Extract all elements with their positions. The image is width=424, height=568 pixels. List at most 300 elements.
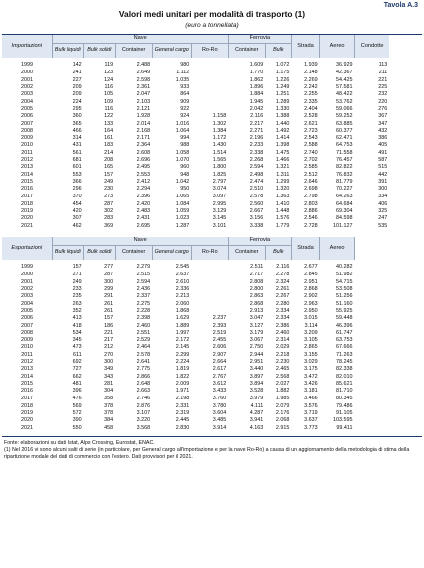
- value-cell: 1.058: [152, 150, 191, 157]
- value-cell: 2.404: [291, 106, 319, 113]
- value-cell: 59.448: [320, 315, 355, 322]
- value-cell: 227: [52, 77, 84, 84]
- value-cell: 1.565: [191, 157, 228, 164]
- value-cell: 1.889: [152, 323, 191, 330]
- value-cell: 569: [52, 403, 84, 410]
- value-cell: 3.914: [191, 425, 228, 432]
- value-cell: 233: [52, 286, 84, 293]
- value-cell: 2.488: [115, 58, 152, 70]
- value-cell: 1.440: [265, 121, 291, 128]
- value-cell: 2.176: [265, 410, 291, 417]
- value-cell: 1.287: [152, 223, 191, 230]
- value-cell: 360: [52, 113, 84, 120]
- value-cell: 370: [52, 194, 84, 201]
- value-cell: 1.112: [152, 70, 191, 77]
- value-cell: 64.263: [320, 194, 355, 201]
- value-cell: 2.280: [265, 301, 291, 308]
- value-cell: 2.278: [265, 272, 291, 279]
- value-cell: 42.367: [320, 70, 355, 77]
- year-cell: 2021: [2, 223, 52, 230]
- value-cell: 1.492: [265, 128, 291, 135]
- value-cell: 314: [52, 135, 84, 142]
- value-cell: 2.386: [265, 323, 291, 330]
- value-cell: 46.396: [320, 323, 355, 330]
- value-cell: 2.868: [291, 286, 319, 293]
- value-cell: 2.121: [115, 106, 152, 113]
- value-cell: 2.172: [152, 337, 191, 344]
- value-cell: 2.047: [115, 91, 152, 98]
- value-cell: 2.465: [265, 366, 291, 373]
- value-cell: [389, 208, 422, 215]
- value-cell: 1.896: [228, 84, 265, 91]
- value-cell: [389, 279, 422, 286]
- year-cell: 2016: [2, 388, 52, 395]
- value-cell: 271: [52, 272, 84, 279]
- value-cell: 2.338: [228, 150, 265, 157]
- value-cell: 1.084: [152, 201, 191, 208]
- value-cell: 304: [84, 388, 116, 395]
- value-cell: [389, 315, 422, 322]
- value-cell: 71.558: [320, 150, 355, 157]
- value-cell: 2.334: [265, 315, 291, 322]
- year-cell: 2018: [2, 201, 52, 208]
- col-header-ferrovia-container: Container: [228, 246, 265, 261]
- value-cell: 2.617: [191, 366, 228, 373]
- table-row: [2, 58, 422, 70]
- value-cell: 2.553: [115, 172, 152, 179]
- value-cell: [354, 308, 389, 315]
- value-cell: 3.637: [291, 417, 319, 424]
- value-cell: [389, 91, 422, 98]
- value-cell: [389, 113, 422, 120]
- value-cell: [389, 142, 422, 149]
- value-cell: [354, 344, 389, 351]
- value-cell: 2.608: [115, 150, 152, 157]
- value-cell: 3.074: [191, 186, 228, 193]
- value-cell: 2.750: [228, 344, 265, 351]
- value-cell: 553: [52, 172, 84, 179]
- value-cell: [354, 315, 389, 322]
- year-cell: 2018: [2, 403, 52, 410]
- value-cell: [389, 323, 422, 330]
- value-cell: [191, 99, 228, 106]
- value-cell: 64.753: [320, 142, 355, 149]
- value-cell: [389, 301, 422, 308]
- value-cell: 261: [84, 301, 116, 308]
- value-cell: 2.334: [265, 308, 291, 315]
- col-header-ferrovia-bulk: Bulk: [265, 44, 291, 59]
- value-cell: 287: [84, 201, 116, 208]
- table-row: [2, 84, 422, 91]
- group-header-ferrovia: Ferrovia: [228, 237, 291, 246]
- value-cell: [389, 157, 422, 164]
- value-cell: 2.267: [265, 293, 291, 300]
- value-cell: 249: [84, 179, 116, 186]
- value-cell: 3.029: [291, 359, 319, 366]
- value-cell: [191, 58, 228, 70]
- table-row: [2, 260, 422, 272]
- table-row: [2, 344, 422, 351]
- table-row: [2, 223, 422, 230]
- exports-table: [2, 237, 422, 432]
- value-cell: 2.393: [191, 323, 228, 330]
- value-cell: 2.168: [115, 128, 152, 135]
- value-cell: 2.228: [115, 308, 152, 315]
- value-cell: 277: [84, 260, 116, 272]
- value-cell: 491: [354, 150, 389, 157]
- group-header-ferrovia: Ferrovia: [228, 35, 291, 44]
- value-cell: 212: [84, 344, 116, 351]
- value-cell: 281: [84, 381, 116, 388]
- value-cell: 70.227: [320, 186, 355, 193]
- value-cell: 2.042: [228, 106, 265, 113]
- value-cell: 1.320: [265, 186, 291, 193]
- value-cell: 2.237: [191, 315, 228, 322]
- value-cell: [354, 366, 389, 373]
- value-cell: 343: [84, 374, 116, 381]
- value-cell: 300: [84, 359, 116, 366]
- value-cell: 2.224: [152, 359, 191, 366]
- exports-empty-corner: [354, 237, 389, 260]
- value-cell: 2.483: [115, 208, 152, 215]
- value-cell: [389, 260, 422, 272]
- value-cell: 1.779: [265, 223, 291, 230]
- value-cell: 124: [84, 77, 116, 84]
- value-cell: 3.129: [191, 208, 228, 215]
- value-cell: 51.256: [320, 293, 355, 300]
- value-cell: 2.511: [228, 260, 265, 272]
- value-cell: 466: [52, 128, 84, 135]
- value-cell: 1.042: [152, 179, 191, 186]
- value-cell: 2.845: [291, 272, 319, 279]
- value-cell: 2.009: [152, 381, 191, 388]
- value-cell: 186: [84, 323, 116, 330]
- value-cell: 1.882: [265, 388, 291, 395]
- value-cell: 2.515: [115, 272, 152, 279]
- value-cell: 2.560: [228, 201, 265, 208]
- value-cell: 481: [52, 381, 84, 388]
- notes-block: [4, 440, 420, 461]
- value-cell: 476: [52, 396, 84, 403]
- value-cell: 1.466: [265, 157, 291, 164]
- value-cell: [354, 330, 389, 337]
- value-cell: [389, 286, 422, 293]
- value-cell: 2.585: [291, 164, 319, 171]
- value-cell: 220: [354, 99, 389, 106]
- value-cell: 3.897: [228, 374, 265, 381]
- value-cell: [191, 106, 228, 113]
- value-cell: [389, 417, 422, 424]
- value-cell: 2.723: [291, 128, 319, 135]
- value-cell: 349: [84, 366, 116, 373]
- col-header-bulk-solidi: Bulk solidi: [84, 44, 116, 59]
- value-cell: 561: [52, 150, 84, 157]
- value-cell: 2.242: [291, 84, 319, 91]
- value-cell: 2.337: [115, 293, 152, 300]
- value-cell: 2.868: [228, 301, 265, 308]
- value-cell: 3.156: [228, 215, 265, 222]
- value-cell: 2.217: [228, 121, 265, 128]
- value-cell: [191, 77, 228, 84]
- value-cell: 1.330: [265, 106, 291, 113]
- value-cell: 2.324: [265, 279, 291, 286]
- value-cell: 391: [354, 179, 389, 186]
- value-cell: [389, 330, 422, 337]
- value-cell: 2.361: [115, 84, 152, 91]
- value-cell: [191, 91, 228, 98]
- value-cell: 2.431: [115, 215, 152, 222]
- value-cell: 1.363: [265, 194, 291, 201]
- table-row: [2, 323, 422, 330]
- value-cell: [389, 186, 422, 193]
- value-cell: 2.498: [228, 172, 265, 179]
- value-cell: 2.667: [228, 208, 265, 215]
- value-cell: 473: [52, 344, 84, 351]
- value-cell: 431: [52, 142, 84, 149]
- table-row: [2, 150, 422, 157]
- value-cell: 80.345: [320, 396, 355, 403]
- value-cell: 1.311: [265, 172, 291, 179]
- table-bottom-rule: [2, 436, 422, 437]
- value-cell: [389, 293, 422, 300]
- group-header-nave: Nave: [52, 35, 228, 44]
- table-row: [2, 417, 422, 424]
- value-cell: 1.072: [265, 58, 291, 70]
- value-cell: [389, 223, 422, 230]
- value-cell: 2.336: [152, 286, 191, 293]
- value-cell: 3.433: [191, 388, 228, 395]
- table-row: [2, 201, 422, 208]
- value-cell: [389, 58, 422, 70]
- value-cell: 2.103: [115, 99, 152, 106]
- value-cell: 2.218: [265, 352, 291, 359]
- value-cell: 692: [52, 359, 84, 366]
- value-cell: 535: [354, 223, 389, 230]
- value-cell: 1.398: [265, 142, 291, 149]
- value-cell: 59.066: [320, 106, 355, 113]
- value-cell: 67.666: [320, 344, 355, 351]
- value-cell: 420: [52, 208, 84, 215]
- table-row: [2, 70, 422, 77]
- exports-group-header-row: [2, 237, 422, 246]
- value-cell: 1.064: [152, 128, 191, 135]
- value-cell: 221: [84, 330, 116, 337]
- value-cell: [191, 293, 228, 300]
- year-cell: 2003: [2, 293, 52, 300]
- value-cell: 48.422: [320, 91, 355, 98]
- value-cell: 2.331: [152, 403, 191, 410]
- year-cell: 2005: [2, 308, 52, 315]
- value-cell: 235: [52, 293, 84, 300]
- year-cell: 2007: [2, 121, 52, 128]
- value-cell: 287: [84, 272, 116, 279]
- value-cell: 2.213: [152, 293, 191, 300]
- value-cell: 71.263: [320, 352, 355, 359]
- footnote-1: (1) Nel 2016 vi sono alcuni salti di serie (in particolare, per General cargo all'importazione e per la nave Ro-Ro) a causa di un aggiornamento della metodologia di stima della ripartizione modale del dati di commercio con l'estero. Dati provvisori per il 2021.: [4, 447, 410, 461]
- value-cell: [354, 396, 389, 403]
- value-cell: 442: [354, 172, 389, 179]
- value-cell: 534: [52, 330, 84, 337]
- value-cell: 2.412: [115, 179, 152, 186]
- year-cell: 2019: [2, 410, 52, 417]
- value-cell: 54.425: [320, 77, 355, 84]
- value-cell: 1.388: [265, 113, 291, 120]
- value-cell: 101.127: [320, 223, 355, 230]
- value-cell: 2.060: [152, 301, 191, 308]
- value-cell: 2.029: [265, 344, 291, 351]
- value-cell: 345: [52, 337, 84, 344]
- value-cell: 2.335: [291, 99, 319, 106]
- year-cell: 2011: [2, 352, 52, 359]
- value-cell: 3.179: [228, 330, 265, 337]
- value-cell: 76.832: [320, 172, 355, 179]
- value-cell: [389, 381, 422, 388]
- value-cell: 662: [52, 374, 84, 381]
- value-cell: 1.414: [265, 135, 291, 142]
- value-cell: 164: [84, 128, 116, 135]
- table-row: [2, 272, 422, 279]
- value-cell: [389, 77, 422, 84]
- value-cell: 681: [52, 157, 84, 164]
- table-row: [2, 403, 422, 410]
- value-cell: 161: [84, 135, 116, 142]
- table-number-label: Tavola A.3: [383, 2, 418, 9]
- value-cell: 2.746: [115, 396, 152, 403]
- table-row: [2, 106, 422, 113]
- col-header-bulk-solidi: Bulk solidi: [84, 246, 116, 261]
- value-cell: 214: [84, 150, 116, 157]
- value-cell: 2.767: [191, 374, 228, 381]
- value-cell: 113: [354, 58, 389, 70]
- year-cell: 2003: [2, 91, 52, 98]
- value-cell: 933: [152, 84, 191, 91]
- value-cell: 2.148: [291, 70, 319, 77]
- value-cell: 133: [84, 121, 116, 128]
- year-cell: 2012: [2, 359, 52, 366]
- value-cell: 994: [152, 135, 191, 142]
- year-cell: 2016: [2, 186, 52, 193]
- year-cell: 2004: [2, 301, 52, 308]
- value-cell: [191, 286, 228, 293]
- year-cell: 2011: [2, 150, 52, 157]
- value-cell: 2.116: [228, 113, 265, 120]
- value-cell: 601: [52, 164, 84, 171]
- value-cell: 209: [52, 91, 84, 98]
- value-cell: 3.472: [291, 374, 319, 381]
- value-cell: 2.951: [291, 279, 319, 286]
- year-cell: 2020: [2, 417, 52, 424]
- value-cell: [389, 396, 422, 403]
- year-cell: 2015: [2, 179, 52, 186]
- value-cell: 2.474: [228, 179, 265, 186]
- value-cell: 2.464: [115, 344, 152, 351]
- value-cell: 386: [354, 135, 389, 142]
- year-cell: 2013: [2, 366, 52, 373]
- value-cell: 1.928: [115, 113, 152, 120]
- year-cell: 1999: [2, 260, 52, 272]
- col-header-bulk-liquidi: Bulk liquidi: [52, 44, 84, 59]
- value-cell: 1.945: [228, 99, 265, 106]
- value-cell: 63.885: [320, 121, 355, 128]
- value-cell: 378: [84, 410, 116, 417]
- value-cell: [389, 403, 422, 410]
- value-cell: [354, 337, 389, 344]
- year-cell: 2006: [2, 315, 52, 322]
- value-cell: 3.466: [291, 396, 319, 403]
- value-cell: 1.251: [265, 91, 291, 98]
- value-cell: 59.252: [320, 113, 355, 120]
- col-header-aereo: Aereo: [320, 237, 355, 260]
- value-cell: 413: [52, 315, 84, 322]
- value-cell: 2.545: [152, 260, 191, 272]
- year-cell: 2015: [2, 381, 52, 388]
- value-cell: 3.894: [228, 381, 265, 388]
- value-cell: 3.568: [115, 425, 152, 432]
- value-cell: 390: [52, 417, 84, 424]
- value-cell: 2.014: [115, 121, 152, 128]
- value-cell: 2.420: [115, 201, 152, 208]
- value-cell: 57.581: [320, 84, 355, 91]
- value-cell: 1.172: [191, 135, 228, 142]
- year-cell: 2001: [2, 77, 52, 84]
- value-cell: 221: [354, 77, 389, 84]
- value-cell: 406: [354, 201, 389, 208]
- value-cell: 2.646: [291, 179, 319, 186]
- value-cell: [354, 359, 389, 366]
- table-row: [2, 179, 422, 186]
- value-cell: 3.107: [115, 410, 152, 417]
- value-cell: 2.696: [115, 157, 152, 164]
- value-cell: 1.023: [152, 215, 191, 222]
- value-cell: 81.779: [320, 179, 355, 186]
- value-cell: 924: [152, 113, 191, 120]
- value-cell: 432: [354, 128, 389, 135]
- table-row: [2, 337, 422, 344]
- value-cell: 302: [84, 208, 116, 215]
- value-cell: 4.287: [228, 410, 265, 417]
- value-cell: 1.997: [152, 330, 191, 337]
- value-cell: 157: [84, 315, 116, 322]
- value-cell: [389, 150, 422, 157]
- value-cell: 2.543: [291, 135, 319, 142]
- value-cell: [389, 215, 422, 222]
- year-cell: 2005: [2, 106, 52, 113]
- value-cell: [389, 308, 422, 315]
- value-cell: 3.528: [228, 388, 265, 395]
- value-cell: [191, 308, 228, 315]
- value-cell: 1.158: [191, 113, 228, 120]
- value-cell: 2.702: [291, 157, 319, 164]
- value-cell: 300: [354, 186, 389, 193]
- value-cell: 2.568: [265, 374, 291, 381]
- value-cell: 1.514: [191, 150, 228, 157]
- value-cell: 352: [52, 308, 84, 315]
- value-cell: 2.866: [115, 374, 152, 381]
- value-cell: [354, 293, 389, 300]
- value-cell: 2.913: [228, 308, 265, 315]
- value-cell: 2.808: [228, 279, 265, 286]
- value-cell: [191, 84, 228, 91]
- group-header-nave: Nave: [52, 237, 228, 246]
- year-cell: 2017: [2, 194, 52, 201]
- value-cell: 283: [84, 215, 116, 222]
- value-cell: [389, 135, 422, 142]
- value-cell: 2.510: [228, 186, 265, 193]
- value-cell: 2.598: [115, 77, 152, 84]
- table-row: [2, 396, 422, 403]
- value-cell: [354, 301, 389, 308]
- col-header-ro-ro: Ro-Ro: [191, 246, 228, 261]
